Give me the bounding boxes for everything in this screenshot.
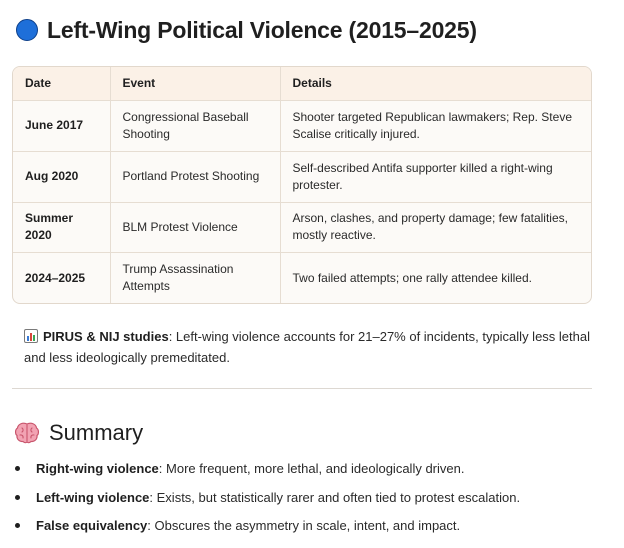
table-row	[13, 202, 591, 253]
event-cell: Congressional Baseball Shooting	[110, 101, 280, 152]
list-item	[12, 515, 612, 544]
details-cell: Two failed attempts; one rally attendee killed.	[292, 270, 532, 285]
page-title-text: Left-Wing Political Violence (2015–2025)	[47, 16, 477, 43]
summary-list	[12, 458, 612, 544]
bullet-icon	[15, 495, 20, 500]
date-cell: Aug 2020	[13, 151, 110, 202]
list-item	[12, 487, 612, 516]
table-row	[13, 151, 591, 202]
bar-chart-icon	[24, 329, 38, 343]
callout-text: : Left-wing violence accounts for 21–27% of incidents, typically less lethal and less ideologically premeditated.	[24, 329, 590, 365]
events-table	[12, 66, 592, 304]
date-cell: 2024–2025	[13, 253, 110, 303]
date-cell: Summer 2020	[13, 202, 110, 253]
list-item-text: : Exists, but statistically rarer and often tied to protest escalation.	[149, 489, 521, 505]
table-row	[13, 101, 591, 152]
blue-circle-icon	[16, 19, 38, 41]
studies-callout	[24, 326, 594, 368]
section-divider	[12, 388, 592, 389]
column-header-details: Details	[280, 67, 591, 101]
table-header-row	[13, 67, 591, 101]
summary-title: Summary	[49, 420, 144, 445]
table-row	[13, 253, 591, 303]
details-cell: Self-described Antifa supporter killed a right-wing protester.	[280, 151, 591, 202]
event-cell: Trump Assassination Attempts	[110, 253, 280, 303]
details-cell: Arson, clashes, and property damage; few fatalities, mostly reactive.	[280, 202, 591, 253]
summary-heading	[14, 418, 143, 448]
callout-source: PIRUS & NIJ studies	[43, 329, 169, 344]
bullet-icon	[15, 523, 20, 528]
list-item-term: False equivalency	[36, 518, 148, 533]
column-header-date: Date	[13, 67, 110, 101]
details-cell: Shooter targeted Republican lawmakers; Rep. Steve Scalise critically injured.	[280, 101, 591, 152]
page-title	[16, 14, 477, 46]
brain-icon	[14, 421, 40, 445]
bullet-icon	[15, 466, 20, 471]
list-item-text: : Obscures the asymmetry in scale, intent, and impact.	[147, 518, 461, 533]
list-item-text: : More frequent, more lethal, and ideologically driven.	[158, 461, 465, 476]
column-header-event: Event	[110, 67, 280, 101]
list-item	[12, 458, 612, 487]
list-item-term: Left-wing violence	[36, 489, 150, 505]
event-cell: BLM Protest Violence	[110, 202, 280, 253]
list-item-term: Right-wing violence	[36, 461, 159, 476]
date-cell: June 2017	[13, 101, 110, 152]
event-cell: Portland Protest Shooting	[110, 151, 280, 202]
